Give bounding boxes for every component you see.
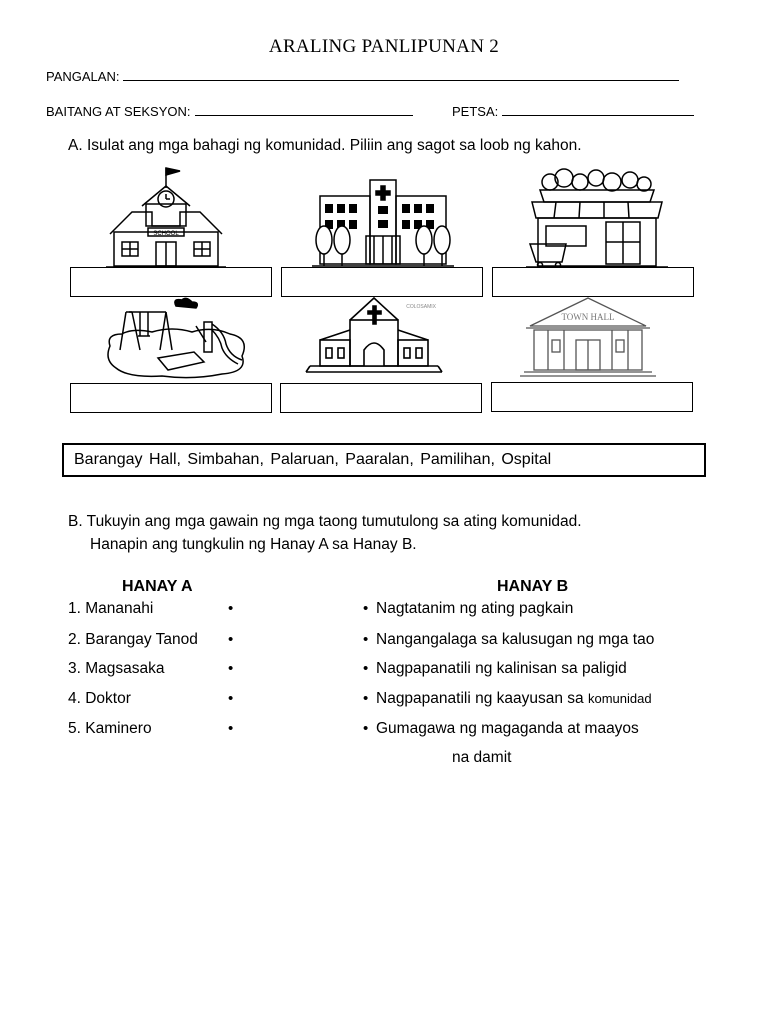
hanay-b-item-2: Nangangalaga sa kalusugan ng mga tao <box>376 631 655 648</box>
date-label: PETSA: <box>452 104 499 119</box>
part-b-instruction: B. Tukuyin ang mga gawain ng mga taong tumutulong sa ating komunidad. <box>68 513 582 530</box>
answer-box-6[interactable] <box>491 382 693 412</box>
match-dot-b2[interactable]: • <box>363 631 369 648</box>
hanay-a-item-4: 4. Doktor <box>68 690 131 707</box>
church-icon <box>306 296 442 378</box>
playground-icon <box>102 298 252 382</box>
section-field[interactable] <box>46 103 413 119</box>
match-dot-b3[interactable]: • <box>363 660 369 677</box>
hanay-a-item-1: 1. Mananahi <box>68 600 154 617</box>
school-building-icon <box>104 166 228 268</box>
hanay-b-item-4 <box>376 690 652 708</box>
match-dot-b5[interactable]: • <box>363 720 369 737</box>
section-label: BAITANG AT SEKSYON: <box>46 104 191 119</box>
name-line[interactable] <box>123 68 679 81</box>
name-label: PANGALAN: <box>46 69 120 84</box>
match-dot-a4[interactable]: • <box>228 690 234 707</box>
church-watermark: COLOSAMIX <box>406 304 436 310</box>
hanay-b-title: HANAY B <box>497 578 569 595</box>
answer-box-4[interactable] <box>70 383 272 413</box>
hanay-a-item-5: 5. Kaminero <box>68 720 152 737</box>
date-line[interactable] <box>502 103 694 116</box>
hanay-b-item-4-small: komunidad <box>588 691 652 706</box>
hanay-b-item-5: Gumagawa ng magaganda at maayos <box>376 720 639 737</box>
hospital-building-icon <box>312 178 454 268</box>
hanay-a-item-3: 3. Magsasaka <box>68 660 165 677</box>
part-a-instruction: A. Isulat ang mga bahagi ng komunidad. Piliin ang sagot sa loob ng kahon. <box>68 137 582 154</box>
match-dot-a1[interactable]: • <box>228 600 234 617</box>
answer-box-5[interactable] <box>280 383 482 413</box>
hanay-a-item-2: 2. Barangay Tanod <box>68 631 198 648</box>
hanay-a-title: HANAY A <box>122 578 193 595</box>
match-dot-a2[interactable]: • <box>228 631 234 648</box>
match-dot-b1[interactable]: • <box>363 600 369 617</box>
town-hall-sign-text: TOWN HALL <box>561 312 615 322</box>
part-b-instruction-2: Hanapin ang tungkulin ng Hanay A sa Hanay B. <box>90 536 417 553</box>
hanay-b-item-4-text: Nagpapanatili ng kaayusan sa <box>376 690 584 707</box>
hanay-b-item-5-cont: na damit <box>452 749 512 766</box>
answer-box-1[interactable] <box>70 267 272 297</box>
section-line[interactable] <box>195 103 413 116</box>
name-field[interactable] <box>46 68 679 84</box>
market-store-icon <box>526 166 668 268</box>
answer-box-2[interactable] <box>281 267 483 297</box>
date-field[interactable] <box>452 103 694 119</box>
match-dot-a5[interactable]: • <box>228 720 234 737</box>
choices-box: Barangay Hall, Simbahan, Palaruan, Paaralan, Pamilihan, Ospital <box>62 443 706 477</box>
town-hall-icon <box>518 296 658 380</box>
match-dot-b4[interactable]: • <box>363 690 369 707</box>
hanay-b-item-3: Nagpapanatili ng kalinisan sa paligid <box>376 660 627 677</box>
hanay-b-item-1: Nagtatanim ng ating pagkain <box>376 600 574 617</box>
answer-box-3[interactable] <box>492 267 694 297</box>
school-sign-text: SCHOOL <box>153 231 179 237</box>
page-title: ARALING PANLIPUNAN 2 <box>268 36 500 57</box>
match-dot-a3[interactable]: • <box>228 660 234 677</box>
